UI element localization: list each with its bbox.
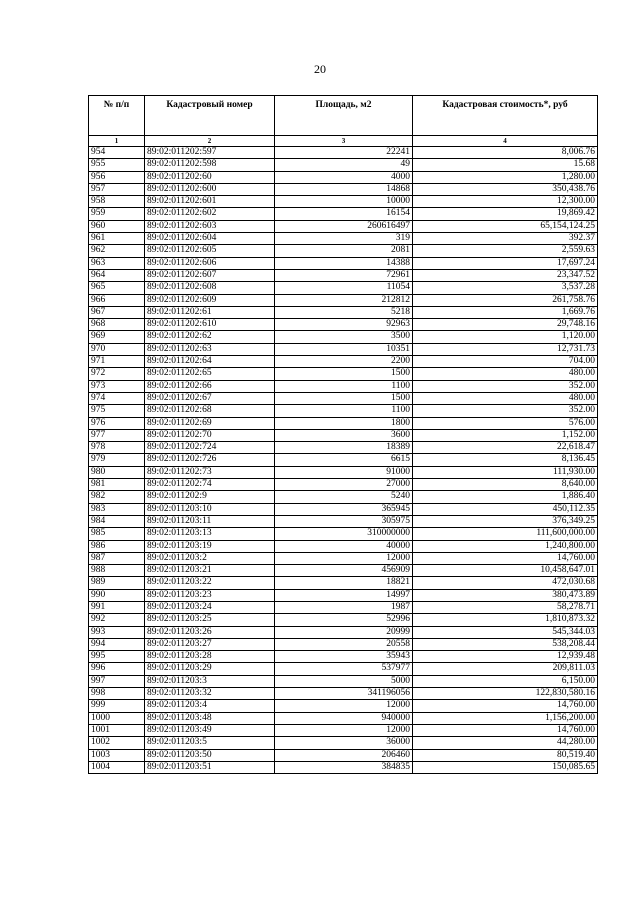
row-cadastral-value: 8,136.45 [413, 454, 598, 466]
row-cadastral-value: 6,150.00 [413, 675, 598, 687]
row-number: 994 [89, 638, 145, 650]
row-cadastral-value: 29,748.16 [413, 319, 598, 331]
table-row [89, 515, 598, 527]
row-area: 16154 [275, 208, 413, 220]
table-row [89, 356, 598, 368]
row-cadastral-value: 80,519.40 [413, 749, 598, 761]
row-cadastral-number: 89:02:011202:601 [145, 196, 275, 208]
row-cadastral-number: 89:02:011202:607 [145, 269, 275, 281]
row-cadastral-value: 376,349.25 [413, 515, 598, 527]
row-cadastral-number: 89:02:011202:61 [145, 306, 275, 318]
column-index-2: 2 [145, 136, 275, 147]
row-number: 1003 [89, 749, 145, 761]
row-area: 5240 [275, 491, 413, 503]
row-number: 962 [89, 245, 145, 257]
row-cadastral-value: 1,886.40 [413, 491, 598, 503]
row-cadastral-number: 89:02:011202:605 [145, 245, 275, 257]
row-cadastral-value: 352.00 [413, 380, 598, 392]
row-cadastral-number: 89:02:011203:48 [145, 712, 275, 724]
header-cadastral-number: Кадастровый номер [145, 96, 275, 136]
row-area: 52996 [275, 614, 413, 626]
row-cadastral-number: 89:02:011203:3 [145, 675, 275, 687]
row-number: 1000 [89, 712, 145, 724]
row-cadastral-number: 89:02:011203:49 [145, 724, 275, 736]
table-row [89, 761, 598, 773]
row-cadastral-value: 17,697.24 [413, 257, 598, 269]
row-cadastral-number: 89:02:011203:25 [145, 614, 275, 626]
row-number: 975 [89, 405, 145, 417]
row-area: 14997 [275, 589, 413, 601]
row-number: 966 [89, 294, 145, 306]
row-area: 6615 [275, 454, 413, 466]
row-number: 964 [89, 269, 145, 281]
row-cadastral-number: 89:02:011202:74 [145, 479, 275, 491]
row-number: 971 [89, 356, 145, 368]
row-cadastral-number: 89:02:011202:65 [145, 368, 275, 380]
row-area: 456909 [275, 565, 413, 577]
row-cadastral-number: 89:02:011202:597 [145, 147, 275, 159]
row-number: 957 [89, 183, 145, 195]
row-number: 983 [89, 503, 145, 515]
row-cadastral-value: 15.68 [413, 159, 598, 171]
row-cadastral-number: 89:02:011203:23 [145, 589, 275, 601]
row-number: 989 [89, 577, 145, 589]
row-cadastral-value: 3,537.28 [413, 282, 598, 294]
row-cadastral-value: 1,156,200.00 [413, 712, 598, 724]
table-row [89, 663, 598, 675]
row-number: 969 [89, 331, 145, 343]
row-cadastral-number: 89:02:011202:600 [145, 183, 275, 195]
table-row [89, 220, 598, 232]
row-cadastral-number: 89:02:011203:24 [145, 601, 275, 613]
row-area: 12000 [275, 724, 413, 736]
row-area: 5000 [275, 675, 413, 687]
row-cadastral-number: 89:02:011202:64 [145, 356, 275, 368]
row-area: 14868 [275, 183, 413, 195]
table-row [89, 737, 598, 749]
row-cadastral-number: 89:02:011203:32 [145, 688, 275, 700]
row-cadastral-value: 350,438.76 [413, 183, 598, 195]
row-cadastral-number: 89:02:011203:2 [145, 552, 275, 564]
row-number: 1001 [89, 724, 145, 736]
row-cadastral-value: 1,810,873.32 [413, 614, 598, 626]
row-cadastral-value: 65,154,124.25 [413, 220, 598, 232]
table-row [89, 269, 598, 281]
row-cadastral-number: 89:02:011202:726 [145, 454, 275, 466]
row-cadastral-number: 89:02:011203:29 [145, 663, 275, 675]
header-number: № п/п [89, 96, 145, 136]
table-row [89, 282, 598, 294]
row-cadastral-value: 111,600,000.00 [413, 528, 598, 540]
row-cadastral-number: 89:02:011202:608 [145, 282, 275, 294]
table-row [89, 749, 598, 761]
row-cadastral-value: 1,669.76 [413, 306, 598, 318]
table-row [89, 466, 598, 478]
column-index-3: 3 [275, 136, 413, 147]
row-area: 5218 [275, 306, 413, 318]
row-area: 206460 [275, 749, 413, 761]
row-cadastral-number: 89:02:011202:73 [145, 466, 275, 478]
table-row [89, 429, 598, 441]
row-cadastral-value: 1,120.00 [413, 331, 598, 343]
row-area: 4000 [275, 171, 413, 183]
row-cadastral-value: 19,869.42 [413, 208, 598, 220]
table-row [89, 405, 598, 417]
row-cadastral-value: 14,760.00 [413, 700, 598, 712]
table-row [89, 479, 598, 491]
row-number: 996 [89, 663, 145, 675]
row-cadastral-number: 89:02:011203:10 [145, 503, 275, 515]
row-area: 319 [275, 233, 413, 245]
table-row [89, 675, 598, 687]
row-area: 1100 [275, 405, 413, 417]
row-area: 22241 [275, 147, 413, 159]
row-cadastral-number: 89:02:011203:13 [145, 528, 275, 540]
row-number: 977 [89, 429, 145, 441]
row-number: 987 [89, 552, 145, 564]
row-number: 993 [89, 626, 145, 638]
table-row [89, 257, 598, 269]
row-area: 305975 [275, 515, 413, 527]
row-cadastral-number: 89:02:011203:19 [145, 540, 275, 552]
row-cadastral-number: 89:02:011202:603 [145, 220, 275, 232]
row-cadastral-value: 12,731.73 [413, 343, 598, 355]
row-area: 40000 [275, 540, 413, 552]
row-cadastral-value: 576.00 [413, 417, 598, 429]
row-area: 20999 [275, 626, 413, 638]
table-row [89, 503, 598, 515]
row-number: 956 [89, 171, 145, 183]
row-cadastral-number: 89:02:011203:26 [145, 626, 275, 638]
table-row [89, 196, 598, 208]
table-row [89, 601, 598, 613]
column-index-4: 4 [413, 136, 598, 147]
table-row [89, 724, 598, 736]
row-cadastral-value: 10,458,647.01 [413, 565, 598, 577]
row-area: 91000 [275, 466, 413, 478]
table-row [89, 208, 598, 220]
row-area: 1500 [275, 392, 413, 404]
table-row [89, 294, 598, 306]
row-area: 18821 [275, 577, 413, 589]
row-area: 35943 [275, 651, 413, 663]
row-area: 1987 [275, 601, 413, 613]
row-cadastral-value: 14,760.00 [413, 724, 598, 736]
row-number: 1002 [89, 737, 145, 749]
table-row [89, 638, 598, 650]
row-cadastral-value: 352.00 [413, 405, 598, 417]
row-number: 984 [89, 515, 145, 527]
row-cadastral-value: 12,939.48 [413, 651, 598, 663]
row-cadastral-value: 1,240,800.00 [413, 540, 598, 552]
column-index-1: 1 [89, 136, 145, 147]
row-cadastral-value: 472,030.68 [413, 577, 598, 589]
row-cadastral-number: 89:02:011202:602 [145, 208, 275, 220]
row-cadastral-number: 89:02:011202:598 [145, 159, 275, 171]
row-cadastral-number: 89:02:011203:50 [145, 749, 275, 761]
row-cadastral-number: 89:02:011203:21 [145, 565, 275, 577]
row-area: 3500 [275, 331, 413, 343]
row-cadastral-number: 89:02:011203:27 [145, 638, 275, 650]
table-row [89, 491, 598, 503]
row-area: 2081 [275, 245, 413, 257]
row-area: 212812 [275, 294, 413, 306]
row-number: 968 [89, 319, 145, 331]
row-number: 954 [89, 147, 145, 159]
row-cadastral-number: 89:02:011202:9 [145, 491, 275, 503]
table-row [89, 712, 598, 724]
row-number: 988 [89, 565, 145, 577]
row-number: 1004 [89, 761, 145, 773]
row-area: 10351 [275, 343, 413, 355]
row-area: 260616497 [275, 220, 413, 232]
table-row [89, 688, 598, 700]
table-row [89, 306, 598, 318]
table-row [89, 614, 598, 626]
table-row [89, 454, 598, 466]
page-number: 20 [314, 62, 326, 76]
row-number: 972 [89, 368, 145, 380]
table-row [89, 626, 598, 638]
cadastral-table [88, 95, 598, 774]
table-row [89, 540, 598, 552]
table-row [89, 565, 598, 577]
row-cadastral-number: 89:02:011202:60 [145, 171, 275, 183]
table-row [89, 331, 598, 343]
row-cadastral-value: 23,347.52 [413, 269, 598, 281]
row-cadastral-number: 89:02:011203:5 [145, 737, 275, 749]
row-area: 18389 [275, 442, 413, 454]
table-row [89, 651, 598, 663]
row-cadastral-value: 8,640.00 [413, 479, 598, 491]
row-cadastral-number: 89:02:011202:610 [145, 319, 275, 331]
row-area: 49 [275, 159, 413, 171]
row-area: 12000 [275, 552, 413, 564]
row-cadastral-number: 89:02:011203:22 [145, 577, 275, 589]
row-area: 12000 [275, 700, 413, 712]
row-cadastral-value: 1,152.00 [413, 429, 598, 441]
row-area: 940000 [275, 712, 413, 724]
row-number: 991 [89, 601, 145, 613]
row-cadastral-value: 480.00 [413, 368, 598, 380]
row-area: 1800 [275, 417, 413, 429]
row-cadastral-value: 14,760.00 [413, 552, 598, 564]
row-cadastral-number: 89:02:011203:11 [145, 515, 275, 527]
row-cadastral-value: 380,473.89 [413, 589, 598, 601]
row-area: 14388 [275, 257, 413, 269]
row-cadastral-value: 1,280.00 [413, 171, 598, 183]
row-number: 999 [89, 700, 145, 712]
row-cadastral-number: 89:02:011202:70 [145, 429, 275, 441]
row-area: 11054 [275, 282, 413, 294]
row-area: 310000000 [275, 528, 413, 540]
row-number: 981 [89, 479, 145, 491]
row-area: 20558 [275, 638, 413, 650]
row-cadastral-number: 89:02:011202:724 [145, 442, 275, 454]
row-number: 970 [89, 343, 145, 355]
table-row [89, 552, 598, 564]
row-area: 3600 [275, 429, 413, 441]
row-number: 976 [89, 417, 145, 429]
table-row [89, 528, 598, 540]
table-header-row [89, 96, 598, 136]
row-cadastral-number: 89:02:011202:69 [145, 417, 275, 429]
row-area: 36000 [275, 737, 413, 749]
row-cadastral-value: 8,006.76 [413, 147, 598, 159]
row-cadastral-value: 22,618.47 [413, 442, 598, 454]
column-index-row [89, 136, 598, 147]
row-area: 384835 [275, 761, 413, 773]
table-row [89, 442, 598, 454]
row-cadastral-value: 704.00 [413, 356, 598, 368]
row-number: 980 [89, 466, 145, 478]
row-number: 998 [89, 688, 145, 700]
row-cadastral-number: 89:02:011202:66 [145, 380, 275, 392]
row-number: 985 [89, 528, 145, 540]
row-cadastral-value: 12,300.00 [413, 196, 598, 208]
row-cadastral-number: 89:02:011203:4 [145, 700, 275, 712]
row-cadastral-value: 58,278.71 [413, 601, 598, 613]
row-number: 961 [89, 233, 145, 245]
row-number: 963 [89, 257, 145, 269]
row-cadastral-value: 480.00 [413, 392, 598, 404]
row-cadastral-number: 89:02:011203:28 [145, 651, 275, 663]
table-row [89, 368, 598, 380]
row-number: 986 [89, 540, 145, 552]
header-area: Площадь, м2 [275, 96, 413, 136]
row-number: 979 [89, 454, 145, 466]
row-area: 72961 [275, 269, 413, 281]
row-number: 995 [89, 651, 145, 663]
table-row [89, 577, 598, 589]
table-row [89, 171, 598, 183]
row-area: 537977 [275, 663, 413, 675]
row-cadastral-number: 89:02:011202:63 [145, 343, 275, 355]
table-row [89, 343, 598, 355]
row-number: 973 [89, 380, 145, 392]
row-cadastral-value: 538,208.44 [413, 638, 598, 650]
row-number: 992 [89, 614, 145, 626]
table-row [89, 392, 598, 404]
row-cadastral-value: 209,811.03 [413, 663, 598, 675]
header-cadastral-value: Кадастровая стоимость*, руб [413, 96, 598, 136]
table-row [89, 380, 598, 392]
row-area: 341196056 [275, 688, 413, 700]
row-cadastral-number: 89:02:011202:606 [145, 257, 275, 269]
table-row [89, 233, 598, 245]
table-row [89, 183, 598, 195]
row-number: 978 [89, 442, 145, 454]
row-number: 959 [89, 208, 145, 220]
row-cadastral-value: 261,758.76 [413, 294, 598, 306]
row-number: 955 [89, 159, 145, 171]
row-area: 27000 [275, 479, 413, 491]
row-number: 967 [89, 306, 145, 318]
row-area: 1100 [275, 380, 413, 392]
row-area: 1500 [275, 368, 413, 380]
row-cadastral-number: 89:02:011202:68 [145, 405, 275, 417]
row-cadastral-value: 111,930.00 [413, 466, 598, 478]
table-row [89, 417, 598, 429]
table-row [89, 589, 598, 601]
row-cadastral-number: 89:02:011202:62 [145, 331, 275, 343]
row-number: 997 [89, 675, 145, 687]
row-number: 960 [89, 220, 145, 232]
row-cadastral-number: 89:02:011202:67 [145, 392, 275, 404]
table-row [89, 319, 598, 331]
table-row [89, 245, 598, 257]
row-cadastral-number: 89:02:011203:51 [145, 761, 275, 773]
table-row [89, 147, 598, 159]
row-cadastral-number: 89:02:011202:609 [145, 294, 275, 306]
row-number: 982 [89, 491, 145, 503]
row-area: 92963 [275, 319, 413, 331]
row-cadastral-value: 545,344.03 [413, 626, 598, 638]
row-cadastral-value: 44,280.00 [413, 737, 598, 749]
row-cadastral-value: 392.37 [413, 233, 598, 245]
table-row [89, 159, 598, 171]
row-number: 965 [89, 282, 145, 294]
row-number: 974 [89, 392, 145, 404]
row-cadastral-number: 89:02:011202:604 [145, 233, 275, 245]
row-cadastral-value: 2,559.63 [413, 245, 598, 257]
row-cadastral-value: 122,830,580.16 [413, 688, 598, 700]
row-area: 365945 [275, 503, 413, 515]
row-number: 958 [89, 196, 145, 208]
row-area: 10000 [275, 196, 413, 208]
row-cadastral-value: 150,085.65 [413, 761, 598, 773]
table-row [89, 700, 598, 712]
row-number: 990 [89, 589, 145, 601]
row-area: 2200 [275, 356, 413, 368]
row-cadastral-value: 450,112.35 [413, 503, 598, 515]
